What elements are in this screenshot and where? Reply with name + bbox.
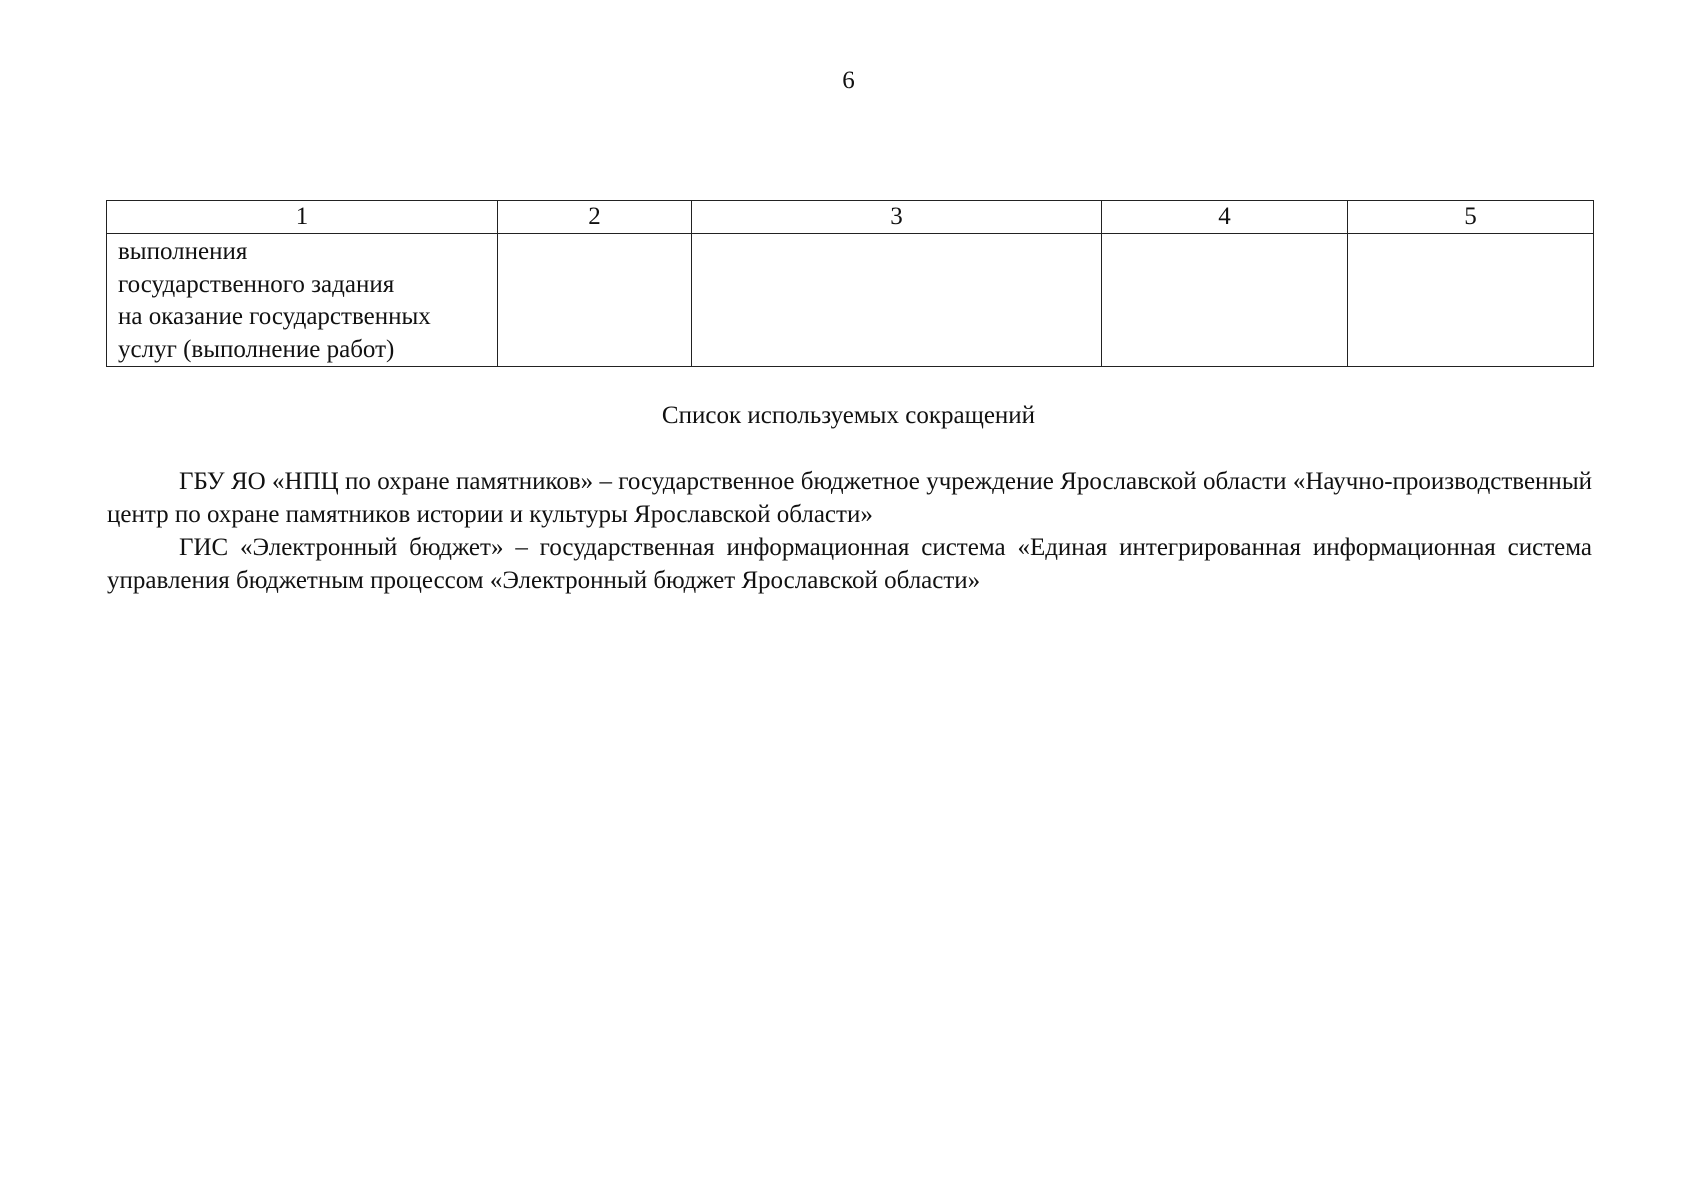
abbreviations-list xyxy=(107,465,1592,597)
table-cell-col4 xyxy=(1102,234,1348,367)
continuation-table xyxy=(106,200,1594,367)
table-cell-col2 xyxy=(498,234,692,367)
cell-text-line: на оказание государственных xyxy=(118,303,431,330)
abbreviation-item: ГИС «Электронный бюджет» – государственная информационная система «Единая интегрированная информационная система управления бюджетным процессом «Электронный бюджет Ярославской области» xyxy=(107,534,1592,594)
cell-text-line: выполнения xyxy=(118,238,248,265)
table-cell-col1 xyxy=(107,234,498,367)
column-number-2: 2 xyxy=(498,201,692,234)
table-header-row xyxy=(107,201,1594,234)
column-number-3: 3 xyxy=(692,201,1102,234)
cell-text-line: государственного задания xyxy=(118,270,395,298)
abbreviations-heading: Список используемых сокращений xyxy=(661,402,1036,429)
table-cell-col3 xyxy=(692,234,1102,367)
column-number-1: 1 xyxy=(107,201,498,234)
abbreviation-item: ГБУ ЯО «НПЦ по охране памятников» – государственное бюджетное учреждение Ярославской области «Научно-производственный центр по охране памятников истории и культуры Ярославской области» xyxy=(107,468,1592,528)
table-row xyxy=(107,234,1594,367)
cell-text-line: услуг (выполнение работ) xyxy=(118,335,395,363)
page-number: 6 xyxy=(842,67,855,94)
table-cell-col5 xyxy=(1348,234,1594,367)
column-number-5: 5 xyxy=(1348,201,1594,234)
column-number-4: 4 xyxy=(1102,201,1348,234)
